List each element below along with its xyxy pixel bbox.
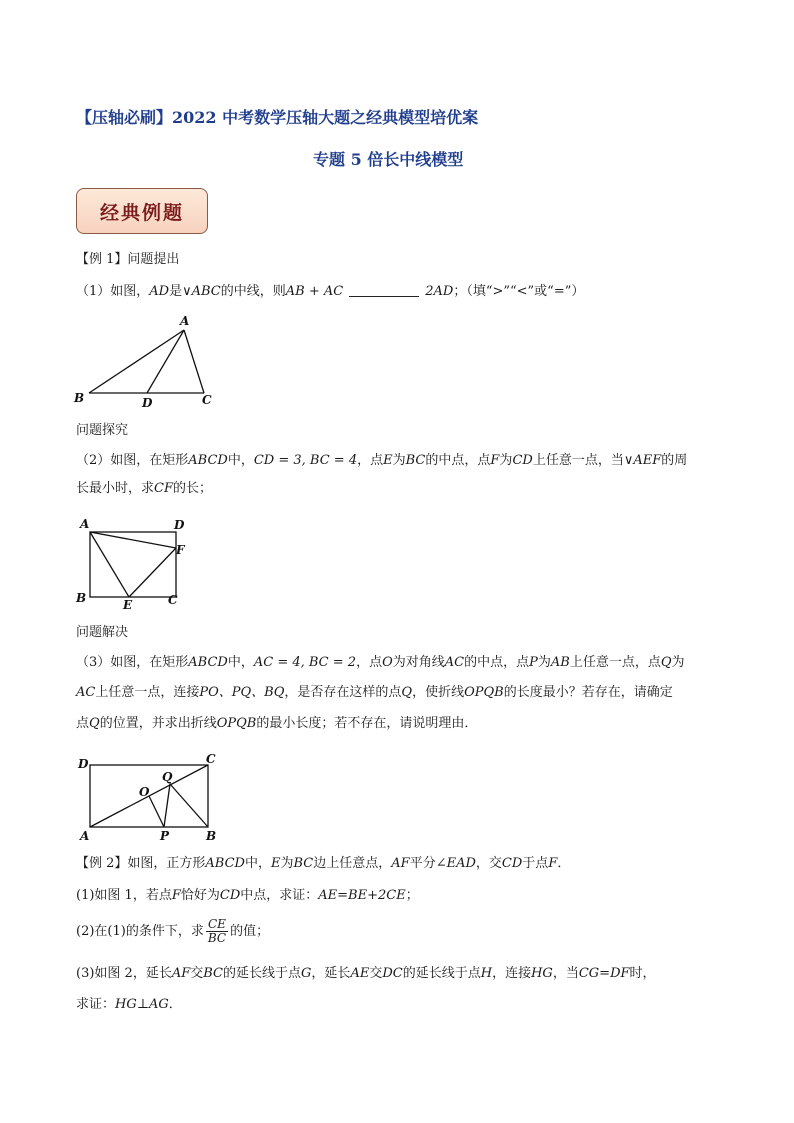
math: CF	[154, 481, 173, 496]
label-c: C	[202, 393, 212, 407]
fraction-denominator: BC	[207, 931, 227, 945]
text: ，连接	[492, 966, 532, 981]
math: OPQB	[216, 716, 257, 731]
example1-question2-line2	[76, 481, 212, 497]
text: ，点	[356, 655, 383, 670]
text: 的中点，点	[464, 655, 530, 670]
text: 为	[537, 655, 551, 670]
text: 的位置，并求出折线	[99, 716, 217, 731]
text: 的最小长度；若不存在，请说明理由．	[256, 716, 478, 731]
math: CD	[501, 856, 523, 871]
rectangle-abcd	[90, 532, 176, 597]
text: (3)如图 2，延长	[76, 966, 172, 981]
example2-statement	[76, 856, 570, 872]
document-title: 【压轴必刷】2022 中考数学压轴大题之经典模型培优案	[76, 108, 479, 127]
segment-ad	[147, 330, 184, 393]
label-d: D	[174, 518, 185, 532]
math: AD	[149, 284, 170, 299]
math: AC	[76, 685, 96, 700]
math: AB + AC	[285, 284, 344, 299]
example1-question1	[76, 284, 584, 300]
math: BC	[405, 453, 426, 468]
section-explore: 问题探究	[76, 423, 129, 438]
text: （1）如图，	[76, 284, 150, 299]
text: 的中线，则	[220, 284, 286, 299]
label-c: C	[168, 593, 178, 607]
math: BC	[203, 966, 224, 981]
math: O	[382, 655, 393, 670]
figure-triangle	[70, 310, 230, 410]
label-b: B	[74, 391, 85, 405]
text: 上任意一点，当	[532, 453, 624, 468]
segment-pq	[164, 784, 170, 827]
label-a: A	[80, 829, 90, 843]
math: 2AD	[425, 284, 454, 299]
example2-question1	[76, 888, 419, 904]
math: F	[490, 453, 500, 468]
text: ；（填“>”“<”或“=”）	[453, 284, 585, 299]
text: ，点	[357, 453, 384, 468]
text: 的周	[661, 453, 688, 468]
math: HG	[531, 966, 553, 981]
text: 平分∠	[409, 856, 447, 871]
label-a: A	[180, 314, 190, 328]
text: 点	[76, 716, 90, 731]
example2-question3-line1	[76, 966, 656, 982]
text: 上任意一点，点	[569, 655, 661, 670]
text: ，是否存在这样的点	[284, 685, 402, 700]
math: CD	[512, 453, 533, 468]
math: AB	[550, 655, 570, 670]
math: CG=DF	[578, 966, 630, 981]
label-a: A	[80, 517, 90, 531]
text: 为	[671, 655, 685, 670]
math: G	[301, 966, 312, 981]
math: BC	[293, 856, 314, 871]
label-f: F	[176, 543, 185, 557]
example1-question3-line2	[76, 685, 673, 701]
math: Q	[401, 685, 413, 700]
segment-po	[149, 796, 164, 827]
label-o: O	[139, 785, 150, 799]
math: AC = 4, BC = 2	[253, 655, 357, 670]
math: EAD	[446, 856, 476, 871]
text: 的长度最小？若存在，请确定	[503, 685, 673, 700]
section-solve: 问题解决	[76, 625, 129, 640]
text: （3）如图，在矩形	[76, 655, 189, 670]
label-q: Q	[162, 770, 173, 784]
math: AE	[350, 966, 370, 981]
segment-ae	[90, 532, 129, 597]
text: 的长；	[172, 481, 212, 496]
section-badge-label: 经典例题	[99, 201, 184, 224]
text: （2）如图，在矩形	[76, 453, 189, 468]
math: PO、PQ、BQ	[199, 685, 285, 700]
segment-af	[90, 532, 176, 548]
segment-bq	[170, 784, 208, 827]
math: E	[383, 453, 393, 468]
math: DC	[382, 966, 403, 981]
text: 交	[190, 966, 204, 981]
example2-question3-line2	[76, 997, 182, 1013]
text: ，交	[475, 856, 502, 871]
segment-ac	[184, 330, 204, 393]
text: ．	[168, 997, 182, 1012]
math: E	[270, 856, 281, 871]
text: 于点	[522, 856, 549, 871]
math: AF	[171, 966, 191, 981]
text: 恰好为	[180, 888, 220, 903]
text: 长最小时，求	[76, 481, 155, 496]
section-badge	[76, 188, 208, 234]
math: F	[548, 856, 558, 871]
math: ABCD	[205, 856, 245, 871]
topic-subtitle: 专题 5 倍长中线模型	[313, 150, 464, 169]
text: 是	[169, 284, 183, 299]
text: ，当	[552, 966, 579, 981]
math: ABCD	[188, 655, 228, 670]
text: 中，	[227, 453, 254, 468]
label-d: D	[78, 757, 89, 771]
math: HG⊥AG	[115, 997, 169, 1012]
text: 【例 2】如图，正方形	[76, 856, 206, 871]
text: 时，	[629, 966, 656, 981]
math: AE=BE+2CE	[318, 888, 406, 903]
math: ∨AEF	[623, 453, 662, 468]
text: 求证：	[76, 997, 116, 1012]
label-p: P	[160, 829, 170, 843]
example1-question3-line1	[76, 655, 685, 671]
figure-rectangle-opqb	[70, 748, 230, 848]
math: F	[171, 888, 181, 903]
math: CD = 3, BC = 4	[253, 453, 358, 468]
figure-rectangle-aef	[70, 512, 200, 612]
math: ∨ABC	[182, 284, 221, 299]
math: ABCD	[188, 453, 228, 468]
text: 的延长线于点	[223, 966, 302, 981]
label-e: E	[123, 598, 133, 612]
text: (1)如图 1，若点	[76, 888, 172, 903]
text: 边上任意点，	[313, 856, 392, 871]
text: (2)在(1)的条件下，求	[76, 924, 204, 939]
math: AC	[444, 655, 465, 670]
text: ，延长	[311, 966, 351, 981]
label-b: B	[76, 591, 87, 605]
label-c: C	[206, 752, 216, 766]
label-b: B	[206, 829, 217, 843]
fraction-numerator: CE	[206, 918, 228, 932]
example1-heading: 【例 1】问题提出	[76, 252, 180, 267]
text: ；	[405, 888, 419, 903]
math: Q	[89, 716, 100, 731]
text: 中点，求证：	[240, 888, 319, 903]
example1-question2-line1	[76, 453, 687, 469]
label-d: D	[142, 396, 153, 410]
text: 上任意一点，连接	[95, 685, 200, 700]
text: 为对角线	[392, 655, 445, 670]
example1-question3-line3	[76, 716, 477, 732]
math: H	[480, 966, 493, 981]
text: 中，	[227, 655, 254, 670]
text: 为	[499, 453, 513, 468]
math: CD	[219, 888, 241, 903]
answer-blank[interactable]	[349, 284, 419, 297]
text: 的延长线于点	[402, 966, 481, 981]
segment-ab	[89, 330, 184, 393]
text: ，使折线	[412, 685, 465, 700]
fraction-ce-over-bc	[206, 918, 228, 945]
math: AF	[391, 856, 410, 871]
math: Q	[660, 655, 672, 670]
example2-question2	[76, 918, 269, 946]
math: P	[529, 655, 538, 670]
text: 的中点，点	[425, 453, 491, 468]
segment-ef	[129, 548, 176, 597]
text: 为	[280, 856, 294, 871]
text: 中，	[244, 856, 271, 871]
text: 交	[369, 966, 383, 981]
text: ．	[557, 856, 571, 871]
text: 为	[392, 453, 406, 468]
text: 的值；	[230, 924, 270, 939]
math: OPQB	[464, 685, 504, 700]
